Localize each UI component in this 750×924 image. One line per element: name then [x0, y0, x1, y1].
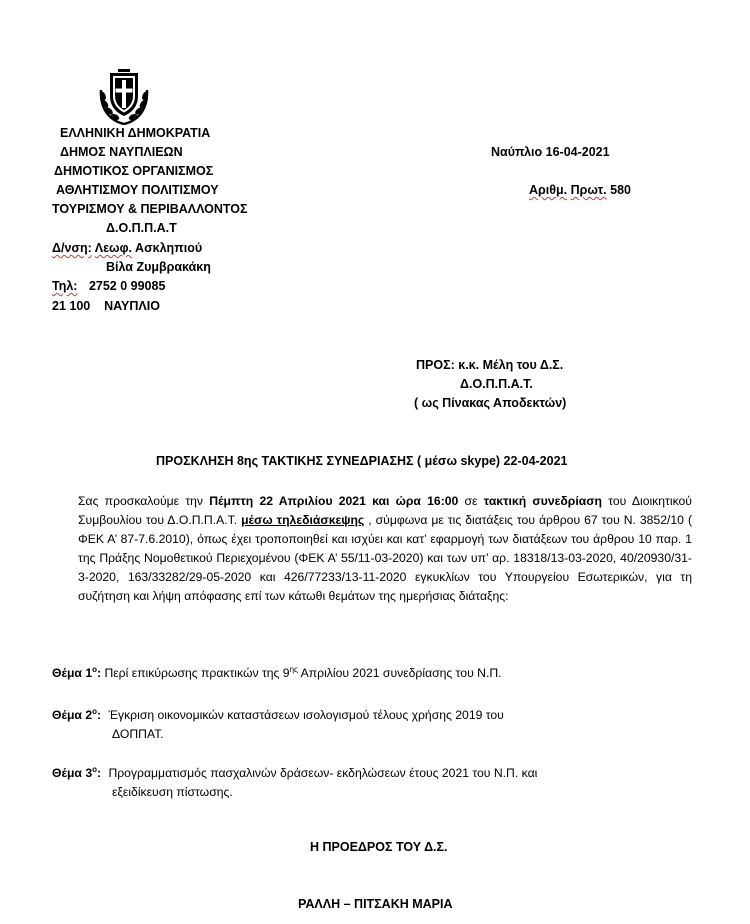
- phone-value: 2752 0 99085: [88, 279, 166, 293]
- invitation-body: [78, 492, 692, 606]
- agenda-item-text: Έγκριση οικονομικών καταστάσεων ισολογισμού τέλους χρήσης 2019 του: [108, 708, 504, 722]
- address-street: Ασκληπιού: [132, 241, 203, 255]
- signatory-title: Η ΠΡΟΕΔΡΟΣ ΤΟΥ Δ.Σ.: [310, 840, 448, 854]
- meeting-type: τακτική συνεδρίαση: [483, 494, 602, 508]
- agenda-item-text: Περί επικύρωσης πρακτικών της $9^{\eta\varsigma}$ Απριλίου 2021 συνεδρίασης του Ν.Π.: [104, 664, 502, 680]
- address-line: [52, 239, 202, 258]
- sender-line-1: ΕΛΛΗΝΙΚΗ ΔΗΜΟΚΡΑΤΙΑ: [60, 126, 211, 140]
- agenda-item-text-cont: εξειδίκευση πίστωσης.: [112, 785, 233, 799]
- protocol-number: 580: [610, 183, 631, 197]
- agenda-item-label: Θέμα $1^o$:: [52, 664, 102, 680]
- protocol-label-b: Πρωτ.: [570, 183, 607, 197]
- address-label: Δ/νση:: [52, 241, 92, 255]
- agenda-item-text-cont: ΔΟΠΠΑΤ.: [112, 727, 164, 741]
- sender-line-2: ΔΗΜΟΣ ΝΑΥΠΛΙΕΩΝ: [60, 145, 183, 159]
- address-street-prefix: Λεωφ.: [94, 241, 133, 255]
- body-text-1: Σας προσκαλούμε την: [78, 494, 210, 508]
- agenda-item: [52, 764, 537, 783]
- protocol-label-a: Αριθμ.: [529, 183, 568, 197]
- agenda-item-text: Προγραμματισμός πασχαλινών δράσεων- εκδηλώσεων έτους 2021 του Ν.Π. και: [108, 766, 538, 780]
- subject-title: ΠΡΟΣΚΛΗΣΗ 8ης ΤΑΚΤΙΚΗΣ ΣΥΝΕΔΡΙΑΣΗΣ ( μέσω skype) 22-04-2021: [156, 454, 568, 468]
- body-text-5: του Διοικητικού Συμβουλίου του Δ.Ο.Π.Π.Α.Τ.: [78, 494, 692, 527]
- postal-line: 21 100 ΝΑΥΠΛΙΟ: [52, 299, 160, 313]
- address-line-2: Βίλα Ζυμβρακάκη: [106, 260, 211, 274]
- sender-line-6: Δ.Ο.Π.Π.Α.Τ: [106, 221, 177, 235]
- sender-line-3: ΔΗΜΟΤΙΚΟΣ ΟΡΓΑΝΙΣΜΟΣ: [54, 164, 214, 178]
- body-text-7: , σύμφωνα με τις διατάξεις του άρθρου 67 του Ν. 3852/10 ( ΦΕΚ Α’ 87-7.6.2010), όπως έχει τροποποιηθεί και ισχύει και κατ’ εφαρμογή των διατάξεων του άρθρου 10 παρ. 1 της Πράξης Νομοθετικού Περιεχομένου (ΦΕΚ Α’ 55/11-03-2020) και των υπ’ αρ. 18318/13-03-2020, 40/20930/31-3-2020, 163/33282/29-05-2020 και 426/77233/13-11-2020 εγκυκλίων του Υπουργείου Εσωτερικών, για τη συζήτηση και λήψη απόφασης επί των κάτωθι θεμάτων της ημερήσιας διάταξης:: [78, 513, 693, 603]
- body-text-3: σε: [458, 494, 484, 508]
- agenda-item: [52, 664, 502, 683]
- recipient-line-1: ΠΡΟΣ: κ.κ. Μέλη του Δ.Σ.: [416, 358, 564, 372]
- agenda-item: [52, 706, 504, 725]
- meeting-mode: μέσω τηλεδιάσκεψης: [241, 513, 365, 527]
- greek-coat-of-arms-icon: [97, 66, 151, 128]
- protocol-number-line: [529, 181, 631, 200]
- signatory-name: ΡΑΛΛΗ – ΠΙΤΣΑΚΗ ΜΑΡΙΑ: [298, 897, 453, 911]
- place-date: Ναύπλιο 16-04-2021: [491, 145, 610, 159]
- phone-label: Τηλ:: [52, 279, 78, 293]
- recipient-line-2: Δ.Ο.Π.Π.Α.Τ.: [460, 377, 533, 391]
- meeting-datetime: Πέμπτη 22 Απριλίου 2021 και ώρα 16:00: [209, 494, 459, 508]
- agenda-item-label: Θέμα $2^o$:: [52, 706, 102, 722]
- phone-line: [52, 277, 165, 296]
- sender-line-4: ΑΘΛΗΤΙΣΜΟΥ ΠΟΛΙΤΙΣΜΟΥ: [56, 183, 219, 197]
- agenda-item-label: Θέμα $3^o$:: [52, 764, 102, 780]
- recipient-line-3: ( ως Πίνακας Αποδεκτών): [414, 396, 567, 410]
- sender-line-5: ΤΟΥΡΙΣΜΟΥ & ΠΕΡΙΒΑΛΛΟΝΤΟΣ: [52, 202, 248, 216]
